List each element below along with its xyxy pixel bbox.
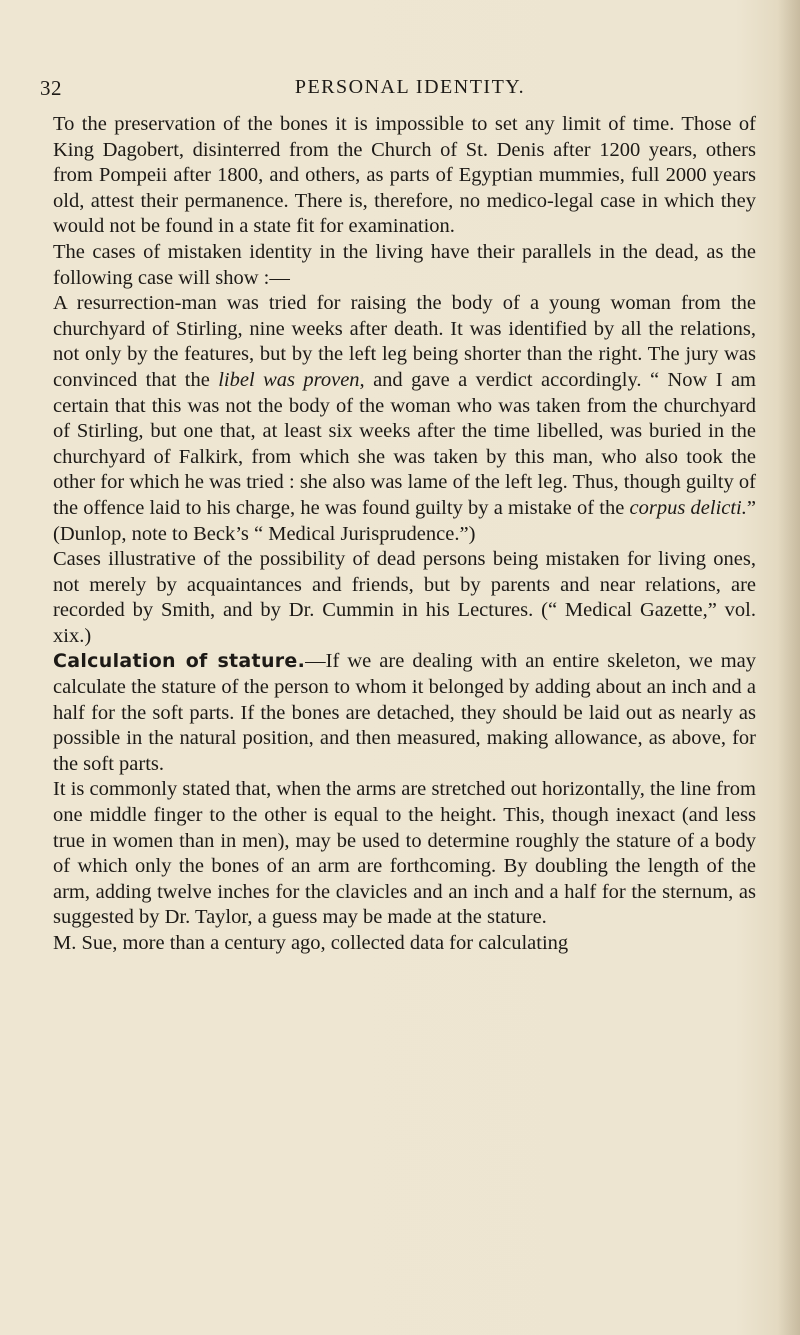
paragraph-calculation-stature <box>53 649 756 777</box>
section-heading: Calculation of stature. <box>53 650 306 673</box>
page-edge-shadow <box>778 0 800 1335</box>
text-run: ” (Dunlop, note to Beck’s “ Medical Jurisprudence.”) <box>53 496 756 545</box>
paragraph-resurrection-case <box>53 291 756 547</box>
paragraph-arm-span: It is commonly stated that, when the arms are stretched out horizontally, the line from one middle finger to the other is equal to the height. This, though inexact (and less true in women than in men), may be used to determine roughly the stature of a body of which only the bones of an arm are forthcoming. By doubling the length of the arm, adding twelve inches for the clavicles and an inch and a half for the sternum, as suggested by Dr. Taylor, a guess may be made at the stature. <box>53 778 756 929</box>
paragraph-sue-data: M. Sue, more than a century ago, collected data for calculating <box>53 932 569 954</box>
running-head <box>40 76 780 106</box>
paragraph-dead-mistaken-living: Cases illustrative of the possibility of dead persons being mistaken for living ones, not merely by acquaintances and friends, but by parents and near relations, are recorded by Smith, and by Dr. Cummin in his Lectures. (“ Medical Gazette,” vol. xix.) <box>53 548 756 647</box>
text-run: —If we are dealing with an entire skeleton, we may calculate the stature of the person to whom it belonged by adding about an inch and a half for the soft parts. If the bones are detached, they should be laid out as nearly as possible in the natural position, and then measured, making allowance, as above, for the soft parts. <box>53 650 756 775</box>
italic-text: libel was proven, <box>218 368 365 391</box>
text-run: and gave a verdict accordingly. “ Now I am certain that this was not the body of the woman who was taken from the churchyard of Stirling, but one that, at least six weeks after the time libelled, was buried in the churchyard of Falkirk, from which she was taken by this man, who also took the other for which he was tried : she also was lame of the left leg. Thus, though guilty of the offence laid to his charge, he was found guilty by a mistake of the <box>53 368 756 519</box>
body-text <box>53 112 756 957</box>
page-number: 32 <box>40 76 62 100</box>
text-run: A resurrection-man was tried for raising the body of a young woman from the churchyard of Stirling, nine weeks after death. It was identified by all the relations, not only by the features, but by the left leg being shorter than the right. The jury was convinced that the <box>53 292 756 391</box>
italic-text: corpus delicti. <box>629 496 747 519</box>
paragraph-bones-preservation: To the preservation of the bones it is impossible to set any limit of time. Those of King Dagobert, disinterred from the Church of St. Denis after 1200 years, others from Pompeii after 1800, and others, as parts of Egyptian mummies, full 2000 years old, attest their permanence. There is, therefore, no medico-legal case in which they would not be found in a state fit for examination. <box>53 113 756 238</box>
page-header-title: PERSONAL IDENTITY. <box>294 76 526 98</box>
paragraph-mistaken-identity: The cases of mistaken identity in the living have their parallels in the dead, as the following case will show :— <box>53 240 756 289</box>
